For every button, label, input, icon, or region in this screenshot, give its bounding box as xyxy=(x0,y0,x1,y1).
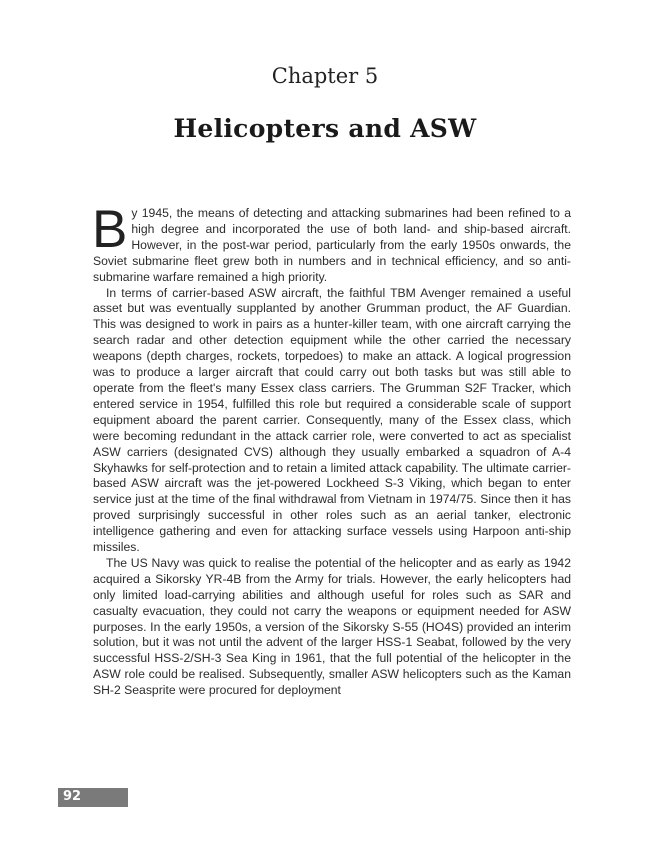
page-number-bar xyxy=(58,788,128,807)
paragraph-1 xyxy=(92,200,571,286)
paragraph-1-text: y 1945, the means of detecting and attacking submarines had been refined to a high degree and incorporated the use of both land- and ship-based aircraft. However, in the post-war period, particularly from the early 1950s onwards, the Soviet submarine fleet grew both in numbers and in technical efficiency, and so anti-submarine warfare remained a high priority. xyxy=(93,206,571,284)
paragraph-2: In terms of carrier-based ASW aircraft, the faithful TBM Avenger remained a useful asset but was eventually supplanted by another Grumman product, the AF Guardian. This was designed to work in pairs as a hunter-killer team, with one aircraft carrying the search radar and other detection equipment while the other carried the necessary weapons (depth charges, rockets, torpedoes) to make an attack. A logical progression was to produce a larger aircraft that could carry out both tasks but was still able to operate from the fleet's many Essex class carriers. The Grumman S2F Tracker, which entered service in 1954, fulfilled this role but required a considerable scale of support equipment aboard the parent carrier. Consequently, many of the Essex class, which were becoming redundant in the attack carrier role, were converted to act as specialist ASW carriers (designated CVS) although they usually embarked a squadron of A-4 Skyhawks for self-protection and to retain a limited attack capability. The ultimate carrier-based ASW aircraft was the jet-powered Lockheed S-3 Viking, which began to enter service just at the time of the final withdrawal from Vietnam in 1974/75. Since then it has proved surprisingly successful in other roles such as an aerial tanker, electronic intelligence gathering and even for attacking surface vessels using Harpoon anti-ship missiles. xyxy=(93,285,571,555)
chapter-label: Chapter 5 xyxy=(271,64,379,88)
body-text xyxy=(92,200,571,699)
paragraph-3: The US Navy was quick to realise the potential of the helicopter and as early as 1942 acquired a Sikorsky YR-4B from the Army for trials. However, the early helicopters had only limited load-carrying abilities and although useful for roles such as SAR and casualty evacuation, they could not carry the weapons or equipment needed for ASW purposes. In the early 1950s, a version of the Sikorsky S-55 (HO4S) provided an interim solution, but it was not until the advent of the larger HSS-1 Seabat, followed by the very successful HSS-2/SH-3 Sea King in 1961, that the full potential of the helicopter in the ASW role could be realised. Subsequently, smaller ASW helicopters such as the Kaman SH-2 Seasprite were procured for deployment xyxy=(93,555,571,698)
page-number: 92 xyxy=(63,789,82,804)
drop-cap: B xyxy=(92,200,128,259)
chapter-title: Helicopters and ASW xyxy=(173,114,477,143)
